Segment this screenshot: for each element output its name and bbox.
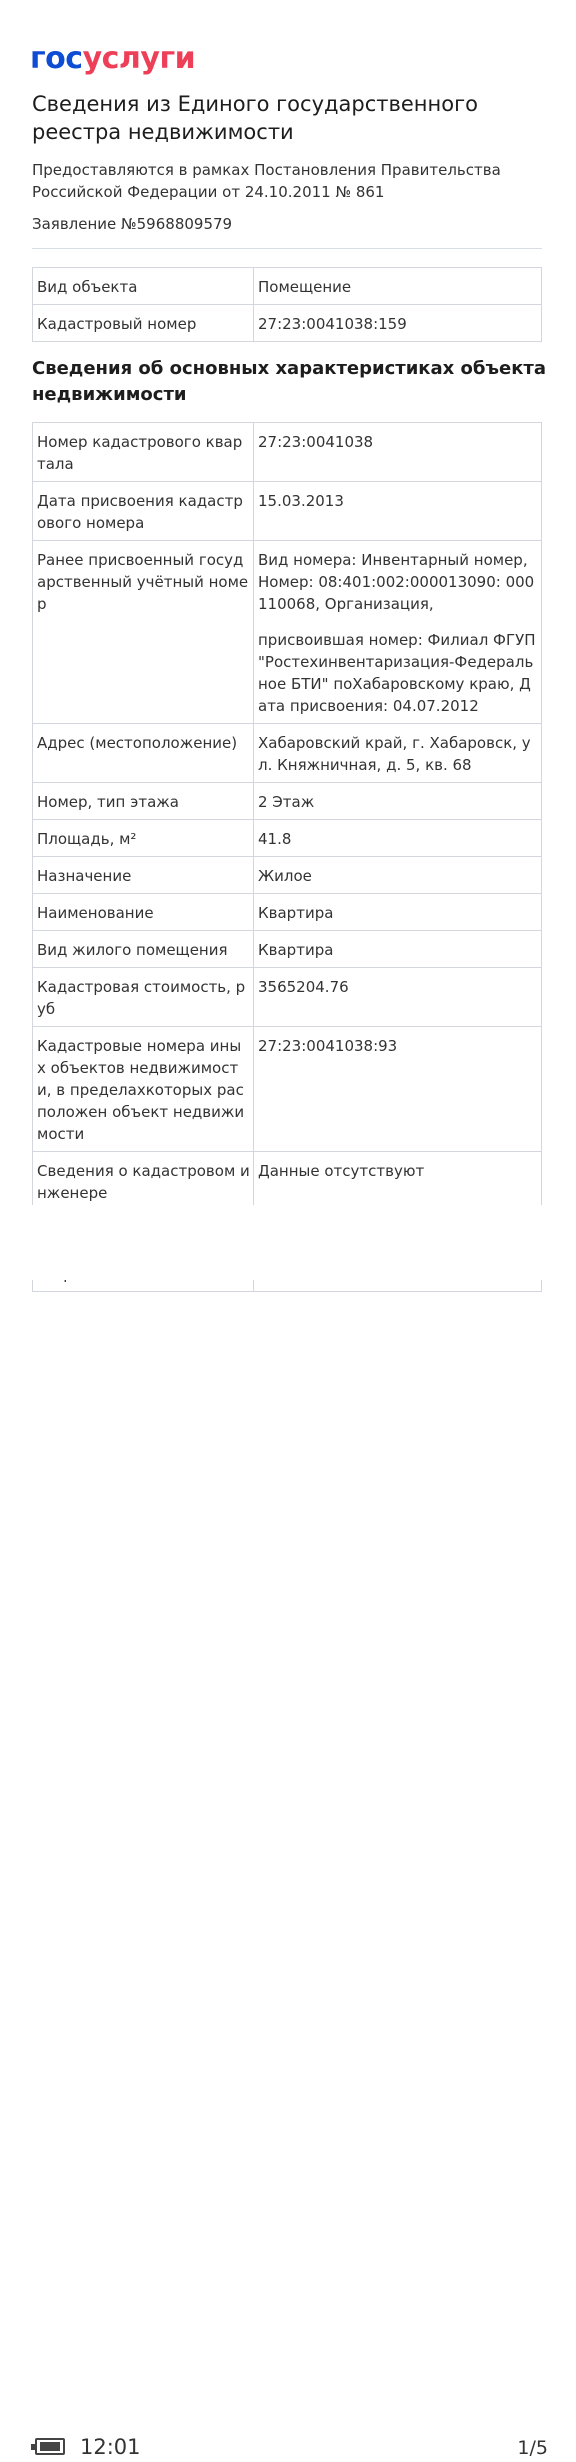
table-cell-label: Сведения о кадастровом инженере — [33, 1152, 254, 1211]
gosuslugi-logo[interactable] — [30, 42, 195, 76]
characteristics-table — [32, 422, 542, 1292]
table-cell-label: Адрес (местоположение) — [33, 724, 254, 783]
section-title: Сведения об основных характеристиках объекта недвижимости — [32, 358, 547, 405]
battery-icon — [35, 2438, 65, 2455]
table-cell-value: Квартира — [254, 894, 542, 931]
table-cell-label: Кадастровая стоимость, руб — [33, 968, 254, 1027]
table-cell-value: Данные отсутствуют — [254, 1152, 542, 1211]
object-table — [32, 267, 542, 342]
table-row — [33, 931, 542, 968]
table-row — [33, 541, 542, 724]
table-row — [33, 894, 542, 931]
table-cell-value: 2 Этаж — [254, 783, 542, 820]
table-cell-label: Наименование — [33, 894, 254, 931]
table-row — [33, 305, 542, 342]
logo-part-uslugi: услуги — [82, 41, 196, 76]
table-cell-value — [254, 541, 542, 724]
document-title: Сведения из Единого государственного реестра недвижимости — [32, 92, 478, 144]
table-cell-label: Кадастровый номер — [33, 305, 254, 342]
divider — [32, 248, 542, 249]
table-row — [33, 857, 542, 894]
table-row — [33, 423, 542, 482]
statement-number: Заявление №5968809579 — [32, 215, 233, 233]
table-cell-value: 3565204.76 — [254, 968, 542, 1027]
table-cell-value: 27:23:0041038:93 — [254, 1027, 542, 1152]
table-cell-label: Вид объекта — [33, 268, 254, 305]
table-cell-label: Вид жилого помещения — [33, 931, 254, 968]
table-row — [33, 820, 542, 857]
battery-fill — [40, 2442, 60, 2451]
value-paragraph: Вид номера: Инвентарный номер, Номер: 08:401:002:000013090: 000110068, Организация, — [258, 551, 535, 613]
table-cell-label: Ранее присвоенный государственный учётный номер — [33, 541, 254, 724]
battery-tip — [31, 2444, 35, 2450]
table-cell-label: Номер, тип этажа — [33, 783, 254, 820]
table-cell-label: Номер кадастрового квартала — [33, 423, 254, 482]
table-cell-label: Дата присвоения кадастрового номера — [33, 482, 254, 541]
table-row — [33, 482, 542, 541]
document-page — [0, 0, 576, 1205]
table-row — [33, 783, 542, 820]
table-cell-value: Помещение — [254, 268, 542, 305]
value-paragraph: присвоившая номер: Филиал ФГУП "Ростехинвентаризация-Федеральное БТИ" поХабаровскому краю, Дата присвоения: 04.07.2012 — [258, 631, 536, 715]
table-cell-label: Назначение — [33, 857, 254, 894]
table-row — [33, 724, 542, 783]
table-cell-value: 27:23:0041038 — [254, 423, 542, 482]
table-row — [33, 968, 542, 1027]
page-counter: 1/5 — [517, 2437, 548, 2459]
document-subtitle: Предоставляются в рамках Постановления Правительства Российской Федерации от 24.10.2011 № 861 — [32, 161, 501, 201]
status-bar — [0, 1205, 576, 2459]
table-row — [33, 1027, 542, 1152]
table-cell-value: 41.8 — [254, 820, 542, 857]
table-cell-value: Хабаровский край, г. Хабаровск, ул. Княжничная, д. 5, кв. 68 — [254, 724, 542, 783]
table-row — [33, 1152, 542, 1211]
table-cell-value: 27:23:0041038:159 — [254, 305, 542, 342]
table-cell-label: Кадастровые номера иных объектов недвижимости, в пределахкоторых расположен объект недвижимости — [33, 1027, 254, 1152]
table-cell-value: 15.03.2013 — [254, 482, 542, 541]
table-row — [33, 268, 542, 305]
table-cell-value: Квартира — [254, 931, 542, 968]
table-cell-value: Жилое — [254, 857, 542, 894]
logo-part-gos: гос — [30, 41, 83, 76]
clock-time: 12:01 — [80, 2435, 141, 2459]
table-cell-label: Площадь, м² — [33, 820, 254, 857]
